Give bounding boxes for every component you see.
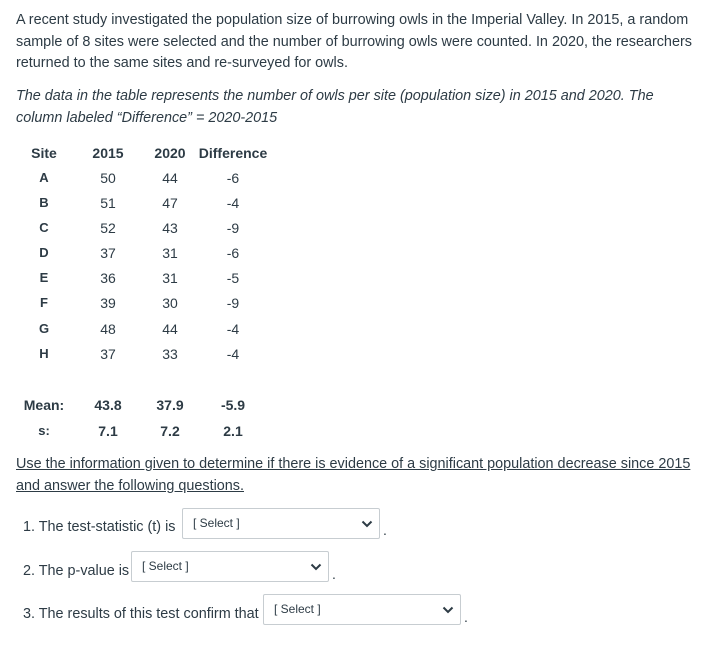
table-row-c-site: C (39, 220, 49, 235)
table-row-e-2020: 31 (162, 270, 178, 286)
sd-2020: 7.2 (160, 423, 180, 439)
question-3-label: 3. The results of this test confirm that (23, 606, 259, 623)
table-row-g-2015: 48 (100, 321, 116, 337)
question-1-label: 1. The test-statistic (t) is (23, 519, 176, 536)
question-2 (23, 561, 129, 581)
table-row-b-2015: 51 (100, 195, 116, 211)
sd-2015: 7.1 (98, 423, 118, 439)
sd-label: s: (38, 423, 50, 438)
chevron-down-icon (361, 519, 373, 529)
table-row-h-diff: -4 (226, 346, 240, 362)
conclusion-select-value: [ Select ] (274, 602, 321, 616)
conclusion-select[interactable] (263, 594, 461, 625)
instructions: Use the information given to determine if there is evidence of a significant population decrease since 2015 and answer the following questions. (16, 456, 691, 494)
table-row-b-site: B (39, 195, 49, 210)
table-row-a-diff: -6 (226, 170, 240, 186)
p-value-select[interactable] (131, 551, 329, 582)
header-2020: 2020 (154, 145, 186, 161)
table-row-e-2015: 36 (100, 270, 116, 286)
table-row-f-2020: 30 (162, 295, 178, 311)
table-row-a-2020: 44 (162, 170, 178, 186)
table-row-g-diff: -4 (226, 321, 240, 337)
header-difference: Difference (198, 145, 268, 161)
table-row-d-diff: -6 (226, 245, 240, 261)
table-row-h-site: H (39, 346, 49, 361)
table-row-c-diff: -9 (226, 220, 240, 236)
p-value-select-value: [ Select ] (142, 559, 189, 573)
test-statistic-select[interactable] (182, 508, 380, 539)
chevron-down-icon (442, 605, 454, 615)
header-site: Site (31, 145, 57, 161)
table-row-c-2015: 52 (100, 220, 116, 236)
mean-label: Mean: (23, 397, 65, 413)
question-2-period: . (332, 566, 336, 582)
table-row-f-site: F (40, 295, 48, 310)
mean-diff: -5.9 (220, 397, 246, 413)
table-row-c-2020: 43 (162, 220, 178, 236)
table-row-f-2015: 39 (100, 295, 116, 311)
table-row-b-2020: 47 (162, 195, 178, 211)
table-row-d-2015: 37 (100, 245, 116, 261)
sd-diff: 2.1 (223, 423, 243, 439)
table-row-d-2020: 31 (162, 245, 178, 261)
question-1 (23, 517, 175, 537)
question-2-label: 2. The p-value is (23, 563, 130, 580)
question-1-period: . (383, 522, 387, 538)
question-3-period: . (464, 609, 468, 625)
table-row-e-diff: -5 (226, 270, 240, 286)
test-statistic-select-value: [ Select ] (193, 516, 240, 530)
header-2015: 2015 (92, 145, 124, 161)
table-note: The data in the table represents the number of owls per site (population size) in 2015 and 2020. The column labeled “Difference” = 2020-2015 (16, 88, 654, 126)
mean-2015: 43.8 (94, 397, 122, 413)
table-row-f-diff: -9 (226, 295, 240, 311)
table-row-d-site: D (39, 245, 49, 260)
table-row-e-site: E (39, 270, 49, 285)
mean-2020: 37.9 (156, 397, 184, 413)
chevron-down-icon (310, 562, 322, 572)
table-row-g-site: G (38, 321, 50, 336)
question-3 (23, 604, 259, 624)
table-row-h-2020: 33 (162, 346, 178, 362)
table-row-h-2015: 37 (100, 346, 116, 362)
table-row-a-site: A (39, 170, 49, 185)
intro-paragraph: A recent study investigated the population size of burrowing owls in the Imperial Valley. In 2015, a random sample of 8 sites were selected and the number of burrowing owls were counted. In 2020, the researchers returned to the same sites and re-surveyed for owls. (16, 12, 692, 71)
table-row-a-2015: 50 (100, 170, 116, 186)
table-row-g-2020: 44 (162, 321, 178, 337)
table-row-b-diff: -4 (226, 195, 240, 211)
